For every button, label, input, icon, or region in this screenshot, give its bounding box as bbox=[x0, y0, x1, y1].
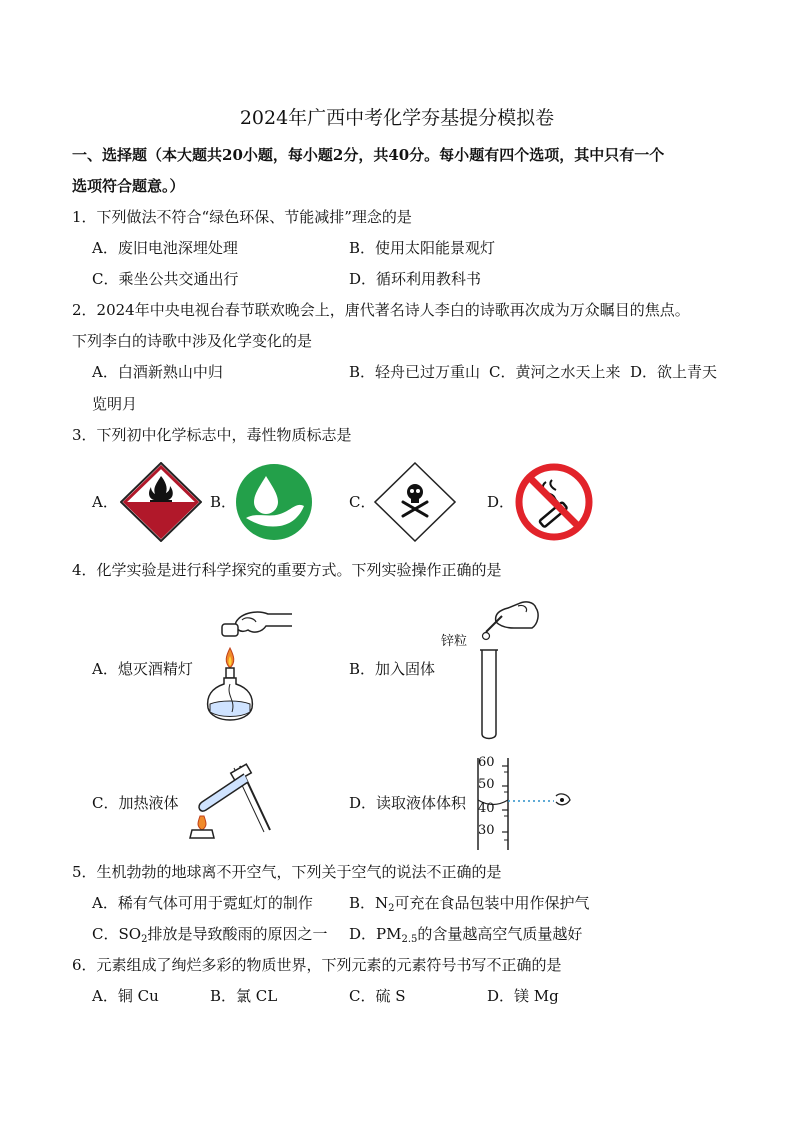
q2-option-b: B．轻舟已过万重山 bbox=[349, 363, 481, 381]
q4-option-b: B．加入固体 bbox=[349, 660, 436, 678]
q4-stem: 4．化学实验是进行科学探究的重要方式。下列实验操作正确的是 bbox=[72, 561, 502, 579]
q1-option-a: A．废旧电池深埋处理 bbox=[92, 239, 238, 257]
q4-option-c: C．加热液体 bbox=[92, 794, 179, 812]
q3-option-d-label: D． bbox=[487, 493, 515, 511]
q2-option-a: A．白酒新熟山中归 bbox=[92, 363, 223, 381]
q6-option-b: B．氯 CL bbox=[210, 987, 278, 1005]
q1-option-c: C．乘坐公共交通出行 bbox=[92, 270, 239, 288]
q4-option-d: D．读取液体体积 bbox=[349, 794, 467, 812]
q3-option-c-label: C． bbox=[349, 493, 376, 511]
q5-option-c: C．$SO_2$排放是导致酸雨的原因之一 bbox=[92, 925, 328, 945]
q5-stem: 5．生机勃勃的地球离不开空气，下列关于空气的说法不正确的是 bbox=[72, 863, 502, 881]
q3-option-b-label: B． bbox=[210, 493, 237, 511]
q2-option-d-continued: 览明月 bbox=[92, 395, 138, 413]
q5-option-b: B．$N_2$可充在食品包装中用作保护气 bbox=[349, 894, 590, 914]
cylinder-tick-50: 50 bbox=[478, 777, 495, 792]
adding-solid-to-test-tube-illustration bbox=[478, 594, 578, 742]
no-smoking-sign-icon bbox=[514, 462, 594, 542]
q5-option-a: A．稀有气体可用于霓虹灯的制作 bbox=[92, 894, 313, 912]
q2-option-d: D．欲上青天 bbox=[630, 363, 718, 381]
q5-option-d: D．$PM_{2.5}$的含量越高空气质量越好 bbox=[349, 925, 583, 945]
section-heading-line1: 一、选择题（本大题共20小题，每小题2分，共40分。每小题有四个选项，其中只有一个 bbox=[72, 146, 665, 164]
q2-stem-line2: 下列李白的诗歌中涉及化学变化的是 bbox=[72, 332, 313, 350]
cylinder-tick-40: 40 bbox=[478, 801, 495, 816]
q6-option-d: D．镁 Mg bbox=[487, 987, 559, 1005]
alcohol-lamp-capping-illustration bbox=[196, 600, 296, 724]
q2-option-c: C．黄河之水天上来 bbox=[489, 363, 621, 381]
q1-stem: 1．下列做法不符合“绿色环保、节能减排”理念的是 bbox=[72, 208, 412, 226]
section-heading-line2: 选项符合题意。） bbox=[72, 177, 185, 195]
flammable-solid-sign-icon bbox=[120, 462, 202, 542]
cylinder-tick-30: 30 bbox=[478, 823, 495, 838]
q6-option-c: C．硫 S bbox=[349, 987, 406, 1005]
toxic-substance-sign-icon bbox=[374, 462, 456, 542]
cylinder-tick-60: 60 bbox=[478, 755, 495, 770]
heating-liquid-illustration bbox=[182, 760, 278, 840]
page-title: 2024年广西中考化学夯基提分模拟卷 bbox=[239, 107, 555, 129]
q6-stem: 6．元素组成了绚烂多彩的物质世界，下列元素的元素符号书写不正确的是 bbox=[72, 956, 562, 974]
q6-option-a: A．铜 Cu bbox=[92, 987, 159, 1005]
q1-option-d: D．循环利用教科书 bbox=[349, 270, 482, 288]
zinc-granule-label: 锌粒 bbox=[441, 634, 468, 649]
q3-stem: 3．下列初中化学标志中，毒性物质标志是 bbox=[72, 426, 352, 444]
q1-option-b: B．使用太阳能景观灯 bbox=[349, 239, 496, 257]
q2-stem-line1: 2．2024年中央电视台春节联欢晚会上，唐代著名诗人李白的诗歌再次成为万众瞩目的焦点。 bbox=[72, 301, 690, 319]
q4-option-a: A．熄灭酒精灯 bbox=[92, 660, 193, 678]
water-saving-sign-icon bbox=[234, 462, 314, 542]
q3-option-a-label: A． bbox=[92, 493, 118, 511]
